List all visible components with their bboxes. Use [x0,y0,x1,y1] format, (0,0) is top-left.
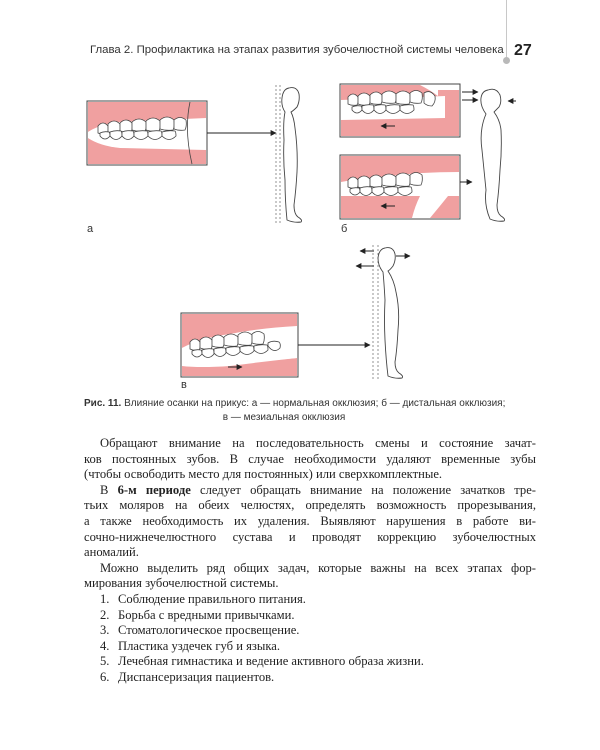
list-number: 3. [100,623,110,638]
page-number: 27 [514,42,532,59]
list-item [100,592,536,608]
lead-rest: следует обращать внимание на положение зачатков тре- [190,482,536,497]
paragraph-line: аномалий. [84,545,139,560]
paragraph-line: ков постоянных зубов. В случае необходимости удаляют временные зубы [84,451,536,466]
period-label: 6-м периоде [117,482,191,497]
caption-prefix: Рис. 11. [84,398,122,409]
list-item [100,639,536,655]
panel-a-figure [276,85,302,225]
paragraph-line [84,483,536,499]
list-text: Диспансеризация пациентов. [118,669,275,684]
panel-b-bite-upper [340,84,460,137]
list-text: Борьба с вредными привычками. [118,607,295,622]
paragraph-line: а также необходимость их удаления. Выявляют нарушения в работе ви- [84,513,536,528]
panel-v-figure [373,245,403,380]
paragraph-2 [84,483,536,561]
list-text: Лечебная гимнастика и ведение активного образа жизни. [118,654,424,669]
list-number: 6. [100,669,110,684]
panel-v-label: в [181,379,187,391]
paragraph-line: мирования зубочелюстной системы. [84,576,279,591]
list-number: 2. [100,607,110,622]
lead-pre: В [100,482,118,497]
list-text: Соблюдение правильного питания. [118,591,306,606]
list-number: 4. [100,638,110,653]
paragraph-line: (чтобы освободить место для постоянных) или сверхкомплектные. [84,467,443,482]
paragraph-line: сочно-нижнечелюстного сустава и проводят коррекцию зубочелюстных [84,529,536,544]
list-item [100,670,536,686]
paragraph-3 [84,561,536,592]
panel-a-bite [87,101,207,165]
paragraph-line: тьих моляров на обеих челюстях, определять возможность прорезывания, [84,498,536,513]
panel-a-label: а [87,223,94,235]
list-text: Пластика уздечек губ и языка. [118,638,281,653]
tasks-list [84,592,536,686]
list-number: 1. [100,591,110,606]
paragraph-line: Обращают внимание на последовательность смены и состояние зачат- [100,436,536,450]
list-text: Стоматологическое просвещение. [118,623,300,638]
list-number: 5. [100,654,110,669]
list-item [100,608,536,624]
list-item [100,623,536,639]
caption-text-line-1: Влияние осанки на прикус: а — нормальная окклюзия; б — дистальная окклюзия; [124,398,506,409]
panel-b-label: б [341,223,348,235]
body-text [84,436,536,686]
panel-b-bite-lower [340,155,460,219]
paragraph-1 [84,436,536,483]
list-item [100,654,536,670]
panel-v-bite [181,313,298,377]
chapter-title: Глава 2. Профилактика на этапах развития зубочелюстной системы человека [90,44,504,56]
caption-text-line-2: в — мезиальная окклюзия [222,412,346,423]
figure-caption [84,397,534,425]
panel-b-figure [481,89,505,221]
paragraph-line: Можно выделить ряд общих задач, которые важны на всех этапах фор- [100,560,536,575]
